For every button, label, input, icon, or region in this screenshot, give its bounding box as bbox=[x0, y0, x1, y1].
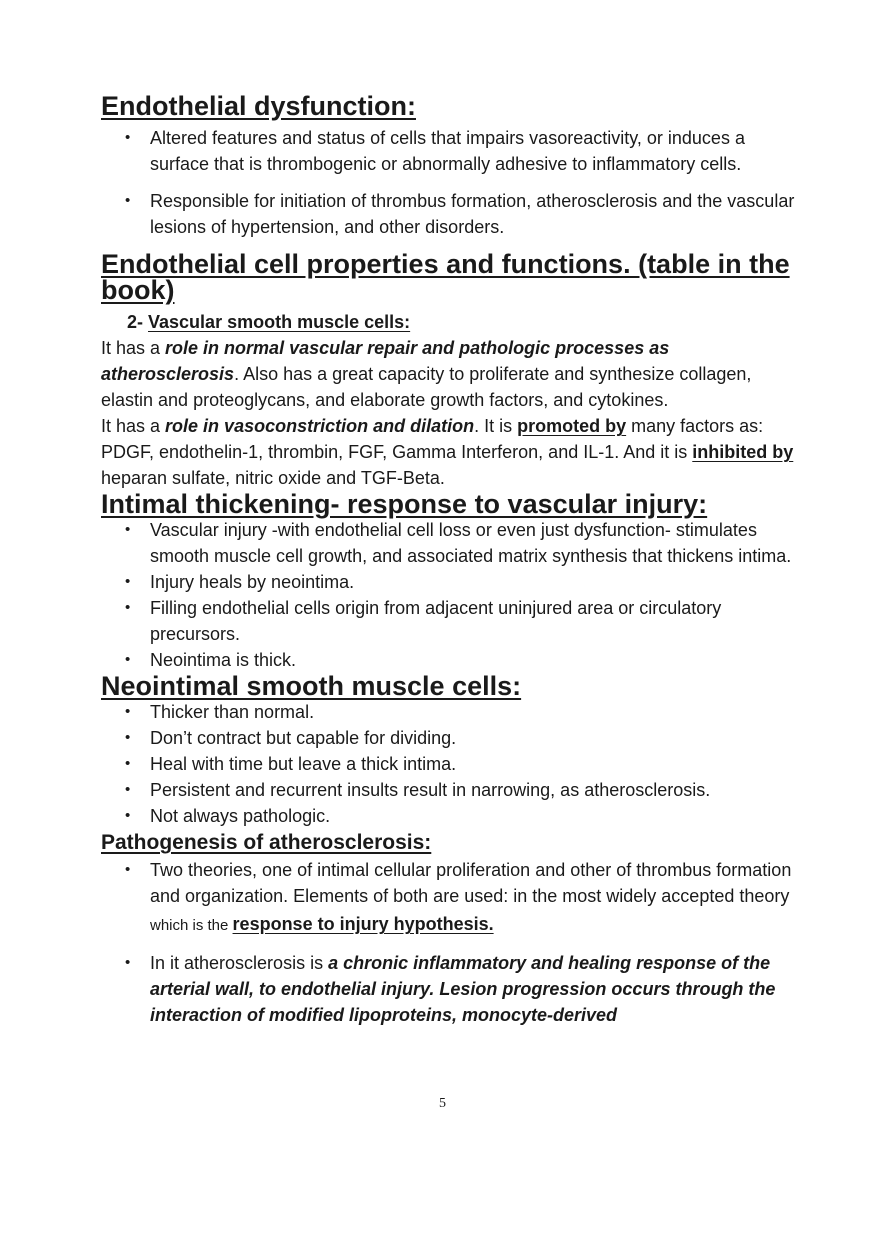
paragraph-vsmc-role bbox=[101, 335, 805, 413]
list-item: • Don’t contract but capable for dividing. bbox=[101, 725, 805, 751]
heading-neointimal-smc: Neointimal smooth muscle cells: bbox=[101, 671, 522, 701]
list-item: • Persistent and recurrent insults result in narrowing, as atherosclerosis. bbox=[101, 777, 805, 803]
text-run: many factors as: PDGF, endothelin-1, thrombin, FGF, Gamma Interferon, and IL-1. And it is bbox=[101, 416, 764, 462]
text-run: In it atherosclerosis is bbox=[150, 953, 329, 973]
text-run: heparan sulfate, nitric oxide and TGF-Beta. bbox=[101, 468, 445, 488]
paragraph-vasoconstriction bbox=[101, 413, 805, 491]
heading-endothelial-dysfunction: Endothelial dysfunction: bbox=[101, 91, 416, 121]
list-item: • Altered features and status of cells that impairs vasoreactivity, or induces a surface that is thrombogenic or abnormally adhesive to inflammatory cells. bbox=[101, 125, 805, 177]
heading-endothelial-cell-properties: Endothelial cell properties and functions. (table in the book) bbox=[101, 249, 790, 305]
underlined-term: inhibited by bbox=[692, 442, 794, 462]
list-intimal-thickening bbox=[101, 517, 805, 673]
underlined-term: response to injury hypothesis. bbox=[232, 914, 494, 934]
list-pathogenesis bbox=[101, 857, 805, 1028]
list-item bbox=[101, 950, 805, 1028]
text-run: It has a bbox=[101, 416, 166, 436]
emphasis-text: a chronic inflammatory and healing response of the arterial wall, to endothelial injury. Lesion progression occurs through the interaction of modified lipoproteins, monocyte-derived bbox=[150, 953, 776, 1025]
list-item: • Responsible for initiation of thrombus formation, atherosclerosis and the vascular lesions of hypertension, and other disorders. bbox=[101, 188, 805, 240]
heading-pathogenesis: Pathogenesis of atherosclerosis: bbox=[101, 831, 432, 854]
list-endothelial-dysfunction bbox=[101, 125, 805, 240]
section-number: 2- bbox=[127, 312, 149, 332]
emphasis-text: role in normal vascular repair and pathologic processes as atherosclerosis bbox=[101, 338, 670, 384]
section-title: Vascular smooth muscle cells: bbox=[148, 312, 411, 332]
list-item: • Neointima is thick. bbox=[101, 647, 805, 673]
text-run: It has a bbox=[101, 338, 166, 358]
heading-vascular-smooth-muscle bbox=[101, 309, 805, 335]
text-run: . Also has a great capacity to proliferate and synthesize collagen, elastin and proteoglycans, and elaborate growth factors, and cytokines. bbox=[101, 364, 752, 410]
underlined-term: promoted by bbox=[517, 416, 627, 436]
list-item: • Vascular injury -with endothelial cell loss or even just dysfunction- stimulates smooth muscle cell growth, and associated matrix synthesis that thickens intima. bbox=[101, 517, 805, 569]
list-item: • Not always pathologic. bbox=[101, 803, 805, 829]
list-item: • Filling endothelial cells origin from adjacent uninjured area or circulatory precursors. bbox=[101, 595, 805, 647]
emphasis-text: role in vasoconstriction and dilation bbox=[165, 416, 475, 436]
list-neointimal-smc bbox=[101, 699, 805, 829]
heading-intimal-thickening: Intimal thickening- response to vascular injury: bbox=[101, 489, 708, 519]
list-item: • Thicker than normal. bbox=[101, 699, 805, 725]
text-run: . It is bbox=[474, 416, 518, 436]
small-text: which is the bbox=[150, 917, 233, 934]
text-run: Two theories, one of intimal cellular proliferation and other of thrombus formation and organization. Elements of both are used: in the most widely accepted theory bbox=[150, 860, 792, 906]
page-number: 5 bbox=[439, 1096, 446, 1111]
list-item bbox=[101, 857, 805, 939]
list-item: • Injury heals by neointima. bbox=[101, 569, 805, 595]
list-item: • Heal with time but leave a thick intima. bbox=[101, 751, 805, 777]
